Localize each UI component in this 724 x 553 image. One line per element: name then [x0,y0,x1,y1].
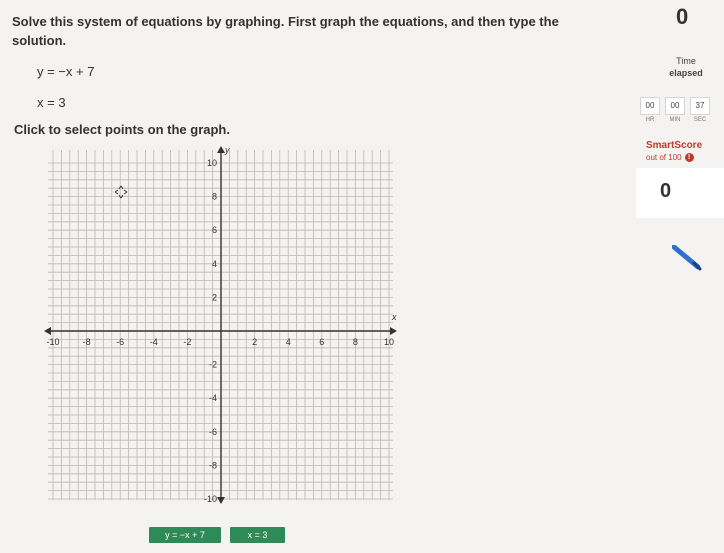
y-tick-label: -10 [203,494,217,504]
graph-equation-1-button[interactable]: y = −x + 7 [149,527,221,543]
equation-1: y = −x + 7 [37,64,95,79]
smartscore-subtitle-text: out of 100 [646,153,682,162]
x-tick-label: -8 [82,337,91,347]
instruction-text: Click to select points on the graph. [14,122,230,137]
question-prompt: Solve this system of equations by graphing. First graph the equations, and then type the solution. [12,14,559,48]
y-tick-label: 10 [206,158,217,168]
x-tick-label: 8 [352,337,358,347]
time-label: Time [676,56,696,66]
y-tick-label: 8 [211,191,217,202]
smartscore-title: SmartScore [646,140,703,151]
y-tick-label: -2 [208,359,217,370]
y-tick-label: 2 [211,292,217,303]
y-tick-label: -6 [208,426,217,437]
x-tick-label: -2 [183,337,192,347]
y-tick-label: -4 [208,393,217,404]
questions-answered-count: 0 [676,4,689,29]
info-icon[interactable]: ! [685,153,694,162]
y-tick-label: 6 [211,225,217,236]
timer-unit-min: MIN [669,117,681,123]
timer-unit-sec: SEC [693,117,707,123]
x-axis-label: x [392,312,397,322]
x-tick-label: 10 [383,337,395,347]
smartscore-value: 0 [660,180,672,202]
timer-hours: 00 [640,97,660,115]
equation-2: x = 3 [37,95,66,110]
x-tick-label: -4 [149,337,158,347]
y-tick-label: -8 [208,460,217,471]
x-tick-labels [46,337,394,347]
timer-minutes: 00 [665,97,685,115]
x-axis-arrow-right [390,327,397,335]
y-axis-arrow-up [217,146,225,153]
x-tick-label: -6 [116,337,125,347]
x-axis-arrow-left [44,327,51,335]
axes [44,146,397,504]
x-tick-label: 6 [319,337,325,347]
graph-equation-2-button[interactable]: x = 3 [230,527,285,543]
elapsed-label: elapsed [669,68,703,78]
x-tick-label: 2 [252,337,258,347]
x-tick-label: -10 [46,337,60,347]
timer-unit-hr: HR [645,117,655,123]
y-tick-label: 4 [211,258,217,269]
timer-seconds: 37 [690,97,710,115]
y-axis-label: y [225,145,230,155]
x-tick-label: 4 [285,337,291,347]
y-axis-arrow-down [217,497,225,504]
